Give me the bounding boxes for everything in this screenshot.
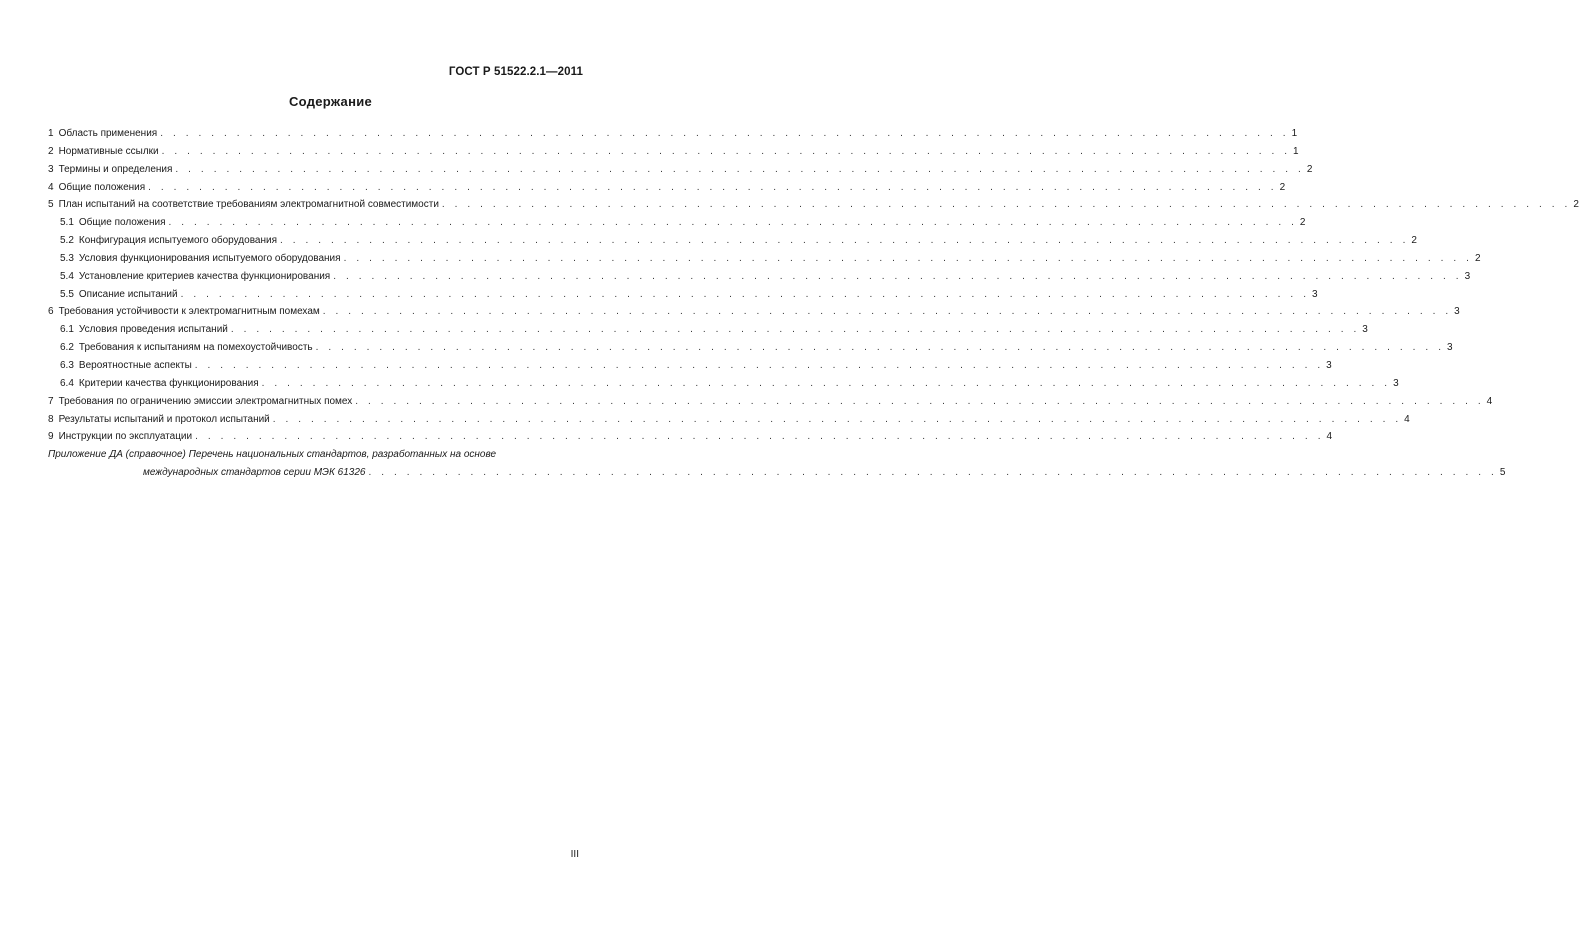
toc-item-label: Нормативные ссылки (58, 145, 159, 157)
toc-item-8[interactable] (48, 411, 1410, 429)
toc-item-label: Инструкции по эксплуатации (58, 431, 193, 443)
toc-annex-label: Приложение ДА (справочное) Перечень национальных стандартов, разработанных на основе (48, 449, 497, 461)
toc-leader-dots: . . . . . . . . . . . . . . . . . . . . . . . . . . . . . . . . . . . . . . . . . . . . . . . . . . . . . . . . . . . . . . . . . . . . . . . . . . . . . . . . . . . . . . . . . (322, 306, 1452, 318)
toc-item-6-1[interactable] (48, 321, 1368, 339)
toc-item-number: 5.4 (60, 270, 74, 282)
toc-item-number: 6.1 (60, 324, 74, 336)
toc-leader-dots: . . . . . . . . . . . . . . . . . . . . . . . . . . . . . . . . . . . . . . . . . . . . . . . . . . . . . . . . . . . . . . . . . . . . . . . . . . . . . . . . . . . . . . . . . (160, 128, 1290, 139)
toc-leader-dots: . . . . . . . . . . . . . . . . . . . . . . . . . . . . . . . . . . . . . . . . . . . . . . . . . . . . . . . . . . . . . . . . . . . . . . . . . . . . . . . . . . . . . . . . . (261, 377, 1391, 389)
toc-annex-label-cont: международных стандартов серии МЭК 61326 (143, 467, 366, 479)
toc-leader-dots: . . . . . . . . . . . . . . . . . . . . . . . . . . . . . . . . . . . . . . . . . . . . . . . . . . . . . . . . . . . . . . . . . . . . . . . . . . . . . . . . . . . . . . . . . (194, 359, 1324, 371)
toc-item-page: 3 (1447, 342, 1453, 354)
toc-item-page: 2 (1474, 252, 1481, 264)
toc-item-label: План испытаний на соответствие требованиям электромагнитной совместимости (58, 199, 439, 211)
toc-item-7[interactable] (48, 393, 1493, 411)
toc-item-label: Область применения (58, 128, 158, 139)
toc-title: Содержание (288, 94, 373, 109)
toc-item-6-2[interactable] (48, 339, 1453, 357)
toc-item-page: 4 (1404, 413, 1410, 425)
toc-item-page: 2 (1573, 199, 1579, 211)
toc-item-page: 4 (1486, 395, 1493, 407)
toc-leader-dots: . . . . . . . . . . . . . . . . . . . . . . . . . . . . . . . . . . . . . . . . . . . . . . . . . . . . . . . . . . . . . . . . . . . . . . . . . . . . . . . . . . . . . . . . . (180, 288, 1310, 300)
toc-item-page: 4 (1326, 431, 1333, 443)
toc-item-page: 2 (1299, 217, 1306, 229)
toc-item-5-1[interactable] (48, 214, 1306, 232)
toc-item-5-2[interactable] (48, 232, 1417, 250)
toc-leader-dots: . . . . . . . . . . . . . . . . . . . . . . . . . . . . . . . . . . . . . . . . . . . . . . . . . . . . . . . . . . . . . . . . . . . . . . . . . . . . . . . . . . . . . . . . . (161, 145, 1291, 157)
toc-item-1[interactable] (48, 125, 1298, 143)
toc-item-number: 1 (48, 128, 54, 139)
toc-item-page: 2 (1306, 163, 1313, 175)
toc-item-number: 6.4 (60, 377, 74, 389)
toc-leader-dots: . . . . . . . . . . . . . . . . . . . . . . . . . . . . . . . . . . . . . . . . . . . . . . . . . . . . . . . . . . . . . . . . . . . . . . . . . . . . . . . . . . . . . . . . . (355, 395, 1485, 407)
toc-item-page: 3 (1393, 377, 1399, 389)
toc-item-5-5[interactable] (48, 286, 1318, 304)
toc-annex-line2[interactable] (48, 464, 1506, 482)
toc-item-3[interactable] (48, 161, 1313, 179)
toc-item-5-4[interactable] (48, 268, 1471, 286)
toc-item-page: 3 (1326, 359, 1332, 371)
table-of-contents (48, 125, 1579, 482)
toc-item-number: 2 (48, 145, 54, 157)
toc-annex-line1[interactable] (48, 446, 584, 464)
toc-item-label: Конфигурация испытуемого оборудования (78, 235, 277, 247)
toc-item-5[interactable] (48, 196, 1579, 214)
document-header: ГОСТ Р 51522.2.1—2011 (448, 66, 583, 78)
toc-item-label: Установление критериев качества функционирования (78, 270, 331, 282)
toc-item-6-4[interactable] (48, 375, 1399, 393)
toc-leader-dots: . . . . . . . . . . . . . . . . . . . . . . . . . . . . . . . . . . . . . . . . . . . . . . . . . . . . . . . . . . . . . . . . . . . . . . . . . . . . . . . . . . . . . . . . . (333, 270, 1463, 282)
toc-item-label: Условия проведения испытаний (78, 324, 228, 336)
toc-leader-dots: . . . . . . . . . . . . . . . . . . . . . . . . . . . . . . . . . . . . . . . . . . . . . . . . . . . . . . . . . . . . . . . . . . . . . . . . . . . . . . . . . . . . . . . . . (168, 217, 1298, 229)
toc-item-label: Результаты испытаний и протокол испытаний (58, 413, 270, 425)
toc-item-number: 5.5 (60, 288, 74, 300)
toc-item-page: 2 (1411, 235, 1417, 247)
toc-item-number: 5.1 (60, 217, 74, 229)
toc-item-2[interactable] (48, 143, 1299, 161)
toc-leader-dots: . . . . . . . . . . . . . . . . . . . . . . . . . . . . . . . . . . . . . . . . . . . . . . . . . . . . . . . . . . . . . . . . . . . . . . . . . . . . . . . . . . . . . . . . . (175, 163, 1305, 175)
toc-item-page: 1 (1291, 128, 1298, 139)
toc-item-label: Условия функционирования испытуемого оборудования (78, 252, 341, 264)
toc-item-9[interactable] (48, 428, 1333, 446)
toc-leader-dots: . . . . . . . . . . . . . . . . . . . . . . . . . . . . . . . . . . . . . . . . . . . . . . . . . . . . . . . . . . . . . . . . . . . . . . . . . . . . . . . . . . . . . . . . . (368, 467, 1498, 479)
toc-item-number: 8 (48, 413, 54, 425)
toc-item-label: Требования к испытаниям на помехоустойчивость (78, 342, 313, 354)
toc-item-number: 6.3 (60, 359, 74, 371)
toc-item-number: 5.2 (60, 235, 74, 247)
toc-item-label: Требования устойчивости к электромагнитным помехам (58, 306, 320, 318)
toc-item-number: 3 (48, 163, 54, 175)
toc-item-number: 5.3 (60, 252, 74, 264)
toc-item-label: Термины и определения (58, 163, 173, 175)
toc-item-label: Вероятностные аспекты (78, 359, 192, 371)
toc-item-page: 3 (1362, 324, 1368, 336)
toc-item-4[interactable] (48, 179, 1286, 197)
toc-item-number: 6.2 (60, 342, 74, 354)
page-number: III (570, 849, 579, 860)
toc-leader-dots: . . . . . . . . . . . . . . . . . . . . . . . . . . . . . . . . . . . . . . . . . . . . . . . . . . . . . . . . . . . . . . . . . . . . . . . . . . . . . . . . . . . . . . . . . (148, 181, 1278, 193)
toc-item-label: Общие положения (58, 181, 146, 193)
toc-item-label: Общие положения (78, 217, 166, 229)
toc-item-label: Описание испытаний (78, 288, 178, 300)
toc-item-number: 6 (48, 306, 54, 318)
toc-item-page: 3 (1464, 270, 1471, 282)
toc-item-label: Критерии качества функционирования (78, 377, 259, 389)
toc-item-page: 2 (1279, 181, 1286, 193)
toc-leader-dots: . . . . . . . . . . . . . . . . . . . . . . . . . . . . . . . . . . . . . . . . . . . . . . . . . . . . . . . . . . . . . . . . . . . . . . . . . . . . . . . . . . . . . . . . . (343, 252, 1473, 264)
toc-item-number: 5 (48, 199, 54, 211)
toc-item-page: 3 (1454, 306, 1460, 318)
toc-item-page: 3 (1312, 288, 1318, 300)
toc-leader-dots: . . . . . . . . . . . . . . . . . . . . . . . . . . . . . . . . . . . . . . . . . . . . . . . . . . . . . . . . . . . . . . . . . . . . . . . . . . . . . . . . . . . . . . . . . (315, 342, 1445, 354)
toc-item-number: 7 (48, 395, 54, 407)
toc-item-6[interactable] (48, 303, 1460, 321)
toc-item-number: 9 (48, 431, 54, 443)
toc-item-label: Требования по ограничению эмиссии электромагнитных помех (58, 395, 353, 407)
toc-leader-dots: . . . . . . . . . . . . . . . . . . . . . . . . . . . . . . . . . . . . . . . . . . . . . . . . . . . . . . . . . . . . . . . . . . . . . . . . . . . . . . . . . . . . . . . . . (272, 413, 1402, 425)
toc-leader-dots: . . . . . . . . . . . . . . . . . . . . . . . . . . . . . . . . . . . . . . . . . . . . . . . . . . . . . . . . . . . . . . . . . . . . . . . . . . . . . . . . . . . . . . . . . (441, 199, 1571, 211)
toc-item-6-3[interactable] (48, 357, 1332, 375)
toc-item-page: 5 (1499, 467, 1506, 479)
toc-leader-dots: . . . . . . . . . . . . . . . . . . . . . . . . . . . . . . . . . . . . . . . . . . . . . . . . . . . . . . . . . . . . . . . . . . . . . . . . . . . . . . . . . . . . . . . . . (279, 235, 1409, 247)
toc-leader-dots: . . . . . . . . . . . . . . . . . . . . . . . . . . . . . . . . . . . . . . . . . . . . . . . . . . . . . . . . . . . . . . . . . . . . . . . . . . . . . . . . . . . . . . . . . (195, 431, 1325, 443)
toc-item-number: 4 (48, 181, 54, 193)
toc-item-5-3[interactable] (48, 250, 1481, 268)
toc-item-page: 1 (1293, 145, 1299, 157)
toc-leader-dots: . . . . . . . . . . . . . . . . . . . . . . . . . . . . . . . . . . . . . . . . . . . . . . . . . . . . . . . . . . . . . . . . . . . . . . . . . . . . . . . . . . . . . . . . . (230, 324, 1360, 336)
